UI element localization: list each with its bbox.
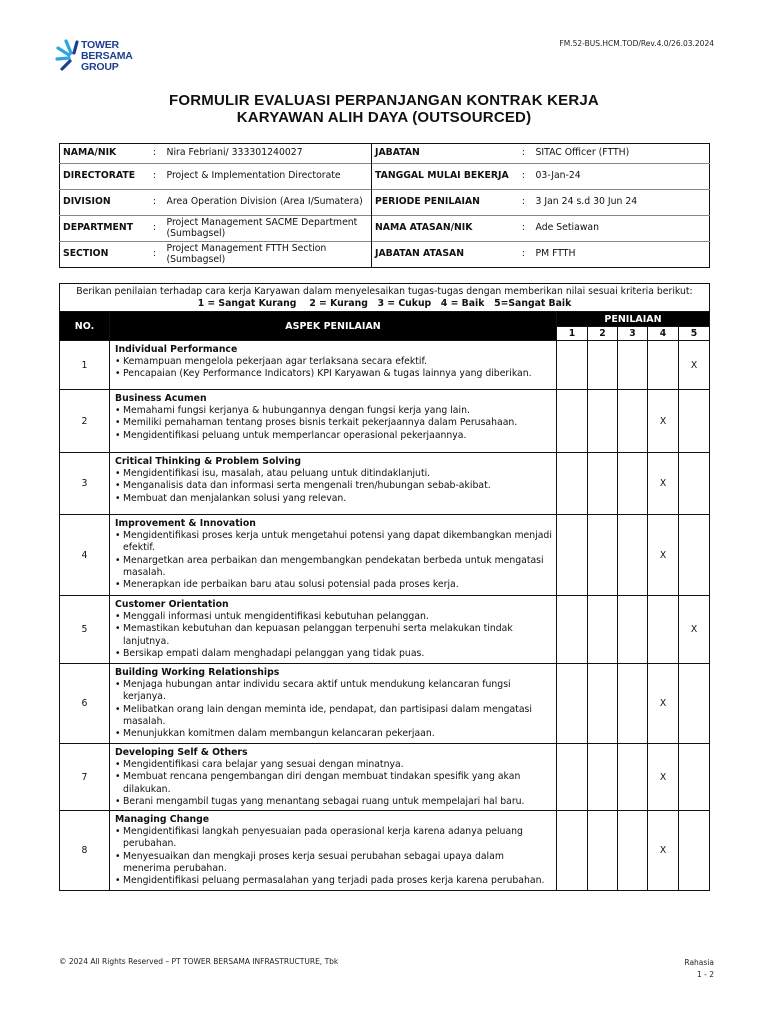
score-cell-2[interactable]: [588, 811, 618, 891]
aspect-title: Building Working Relationships: [115, 667, 280, 678]
aspect-bullets: [115, 405, 552, 442]
aspect-bullet: • Memiliki pemahaman tentang proses bisnis terkait pekerjaannya dalam Perusahaan.: [115, 417, 552, 429]
info-label-left: DIVISION: [60, 190, 146, 216]
info-separator: :: [515, 164, 533, 190]
logo-line-3: GROUP: [81, 61, 119, 73]
form-title-line-2: KARYAWAN ALIH DAYA (OUTSOURCED): [236, 109, 532, 126]
score-cell-4[interactable]: [648, 744, 679, 811]
aspect-title: Critical Thinking & Problem Solving: [115, 456, 302, 467]
aspect-bullet: • Menganalisis data dan informasi serta mengenali tren/hubungan sebab-akibat.: [115, 480, 552, 492]
aspect-bullet: • Memastikan kebutuhan dan kepuasan pelanggan terpenuhi serta melakukan tindak lanjutnya.: [115, 623, 552, 647]
info-label-left: DIRECTORATE: [60, 164, 146, 190]
aspect-bullet: • Mengidentifikasi peluang permasalahan yang terjadi pada proses kerja karena perubahan.: [115, 875, 552, 887]
score-cell-4[interactable]: [648, 515, 679, 596]
info-row: [60, 216, 710, 242]
score-cell-3[interactable]: [618, 515, 648, 596]
aspect-bullet: • Menyesuaikan dan mengkaji proses kerja sesuai perubahan sebagai upaya dalam menerima perubahan.: [115, 851, 552, 875]
aspect-title: Managing Change: [115, 814, 210, 826]
info-label-left: SECTION: [60, 242, 146, 268]
info-row: [60, 164, 710, 190]
info-value-right: 03-Jan-24: [533, 164, 710, 190]
score-cell-5[interactable]: [679, 664, 710, 744]
row-number: 1: [60, 341, 110, 390]
aspect-bullet: • Membuat dan menjalankan solusi yang relevan.: [115, 493, 552, 505]
score-cell-1[interactable]: [557, 596, 588, 664]
info-value-right: Ade Setiawan: [533, 216, 710, 242]
score-cell-4[interactable]: [648, 390, 679, 453]
instruction-text: Berikan penilaian terhadap cara kerja Karyawan dalam menyelesaikan tugas-tugas dengan memberikan nilai sesuai kriteria berikut:: [76, 285, 693, 297]
aspect-cell: [110, 596, 557, 664]
score-cell-1[interactable]: [557, 390, 588, 453]
info-separator: :: [146, 216, 164, 242]
score-cell-4[interactable]: [648, 664, 679, 744]
aspect-bullet: • Memahami fungsi kerjanya & hubungannya dengan fungsi kerja yang lain.: [115, 405, 552, 417]
score-cell-4[interactable]: [648, 453, 679, 515]
evaluation-row: [60, 664, 710, 744]
aspect-bullet: • Mengidentifikasi proses kerja untuk mengetahui potensi yang dapat dikembangkan menjadi efektif.: [115, 530, 552, 554]
form-title-line-1: FORMULIR EVALUASI PERPANJANGAN KONTRAK KERJA: [169, 92, 599, 109]
aspect-cell: [110, 744, 557, 811]
score-mark: X: [690, 624, 698, 635]
aspect-cell: [110, 811, 557, 891]
evaluation-row: [60, 390, 710, 453]
score-column-label: 1: [557, 327, 588, 341]
aspect-cell: [110, 390, 557, 453]
score-mark: X: [659, 549, 667, 561]
evaluation-row: [60, 453, 710, 515]
aspect-bullets: [115, 530, 552, 591]
aspect-cell: [110, 664, 557, 744]
info-row: [60, 190, 710, 216]
info-value-right: PM FTTH: [533, 242, 710, 268]
aspect-cell: [110, 341, 557, 390]
col-header-no: NO.: [60, 312, 110, 341]
criteria-legend: 1 = Sangat Kurang 2 = Kurang 3 = Cukup 4 = Baik 5=Sangat Baik: [197, 297, 572, 309]
evaluation-row: [60, 341, 710, 390]
score-cell-2[interactable]: [588, 390, 618, 453]
score-cell-1[interactable]: [557, 341, 588, 390]
score-cell-2[interactable]: [588, 515, 618, 596]
aspect-bullets: [115, 468, 552, 505]
score-cell-4[interactable]: [648, 596, 679, 664]
score-cell-3[interactable]: [618, 453, 648, 515]
aspect-bullets: [115, 679, 552, 740]
info-value-left: Project Management FTTH Section (Sumbagsel): [164, 242, 372, 268]
evaluation-row: [60, 744, 710, 811]
info-separator: :: [515, 190, 533, 216]
score-cell-2[interactable]: [588, 664, 618, 744]
info-label-right: TANGGAL MULAI BEKERJA: [372, 164, 515, 190]
score-cell-2[interactable]: [588, 453, 618, 515]
footer-right: [684, 957, 714, 981]
info-value-left: Nira Febriani/ 333301240027: [164, 144, 372, 164]
aspect-bullet: • Mengidentifikasi isu, masalah, atau peluang untuk ditindaklanjuti.: [115, 468, 552, 480]
row-number: 7: [60, 744, 110, 811]
info-row: [60, 144, 710, 164]
score-cell-2[interactable]: [588, 596, 618, 664]
score-cell-5[interactable]: [679, 341, 710, 390]
score-mark: X: [659, 478, 667, 489]
aspect-bullet: • Menjaga hubungan antar individu secara aktif untuk mendukung kelancaran fungsi kerjanya.: [115, 679, 552, 703]
aspect-bullet: • Menunjukkan komitmen dalam membangun kelancaran pekerjaan.: [115, 728, 552, 740]
row-number: 4: [60, 515, 110, 596]
score-cell-3[interactable]: [618, 664, 648, 744]
instruction-cell: [60, 284, 710, 312]
aspect-title: Customer Orientation: [115, 599, 229, 610]
aspect-bullet: • Mengidentifikasi peluang untuk memperlancar operasional pekerjaannya.: [115, 430, 552, 442]
score-cell-3[interactable]: [618, 341, 648, 390]
row-number: 8: [60, 811, 110, 891]
aspect-bullet: • Pencapaian (Key Performance Indicators) KPI Karyawan & tugas lainnya yang diberikan.: [115, 368, 552, 380]
aspect-title: Business Acumen: [115, 393, 207, 404]
info-separator: :: [146, 242, 164, 268]
info-value-left: Area Operation Division (Area I/Sumatera): [164, 190, 372, 216]
info-row: [60, 242, 710, 268]
score-cell-5[interactable]: [679, 744, 710, 811]
info-label-right: JABATAN: [375, 147, 420, 159]
score-cell-2[interactable]: [588, 341, 618, 390]
info-label-right: NAMA ATASAN/NIK: [372, 216, 515, 242]
aspect-bullets: [115, 826, 552, 887]
classification-label: Rahasia: [684, 958, 714, 967]
aspect-bullets: [115, 759, 552, 808]
copyright-text: © 2024 All Rights Reserved – PT TOWER BERSAMA INFRASTRUCTURE, Tbk: [59, 957, 339, 966]
evaluation-row: [60, 596, 710, 664]
score-column-label: 4: [648, 327, 679, 341]
score-cell-2[interactable]: [588, 744, 618, 811]
score-cell-3[interactable]: [618, 744, 648, 811]
aspect-cell: [110, 515, 557, 596]
score-cell-3[interactable]: [618, 390, 648, 453]
info-separator: :: [515, 242, 533, 268]
aspect-bullet: • Berani mengambil tugas yang menantang sebagai ruang untuk mempelajari hal baru.: [115, 796, 552, 808]
aspect-bullet: • Menggali informasi untuk mengidentifikasi kebutuhan pelanggan.: [115, 611, 552, 623]
aspect-title: Developing Self & Others: [115, 747, 248, 758]
row-number: 2: [60, 390, 110, 453]
row-number: 3: [60, 453, 110, 515]
score-mark: X: [690, 359, 698, 371]
row-number: 6: [60, 664, 110, 744]
aspect-bullet: • Bersikap empati dalam menghadapi pelanggan yang tidak puas.: [115, 648, 552, 660]
score-cell-1[interactable]: [557, 453, 588, 515]
info-separator: :: [515, 216, 533, 242]
aspect-bullet: • Menerapkan ide perbaikan baru atau solusi potensial pada proses kerja.: [115, 579, 552, 591]
score-cell-5[interactable]: [679, 515, 710, 596]
col-header-aspect: ASPEK PENILAIAN: [110, 312, 557, 341]
col-header-score: PENILAIAN: [557, 312, 710, 327]
score-cell-5[interactable]: [679, 390, 710, 453]
info-value-left: Project & Implementation Directorate: [164, 164, 372, 190]
score-mark: X: [659, 415, 667, 427]
score-cell-1[interactable]: [557, 664, 588, 744]
info-separator: :: [146, 190, 164, 216]
aspect-cell: [110, 453, 557, 515]
score-cell-3[interactable]: [618, 811, 648, 891]
company-logo: [55, 37, 185, 82]
logo-line-1: TOWER: [81, 39, 119, 51]
score-mark: X: [659, 771, 667, 783]
info-value-right: SITAC Officer (FTTH): [535, 147, 630, 159]
score-cell-1[interactable]: [557, 515, 588, 596]
score-cell-3[interactable]: [618, 596, 648, 664]
info-label-left: NAMA/NIK: [63, 147, 117, 159]
info-label-right: JABATAN ATASAN: [372, 242, 515, 268]
logo-line-2: BERSAMA: [81, 50, 133, 62]
info-label-left: DEPARTMENT: [60, 216, 146, 242]
aspect-bullet: • Mengidentifikasi langkah penyesuaian pada operasional kerja karena adanya peluang perubahan.: [115, 826, 552, 850]
score-cell-5[interactable]: [679, 596, 710, 664]
score-column-label: 3: [618, 327, 648, 341]
aspect-bullets: [115, 356, 552, 380]
info-separator: :: [152, 147, 157, 159]
aspect-bullet: • Melibatkan orang lain dengan meminta ide, pendapat, dan partisipasi dalam mengatasi masalah.: [115, 704, 552, 728]
aspect-title: Individual Performance: [115, 344, 238, 355]
info-separator: :: [521, 147, 526, 159]
score-cell-5[interactable]: [679, 453, 710, 515]
score-column-label: 2: [588, 327, 618, 341]
score-mark: X: [659, 845, 667, 857]
score-cell-1[interactable]: [557, 744, 588, 811]
score-cell-1[interactable]: [557, 811, 588, 891]
evaluation-row: [60, 811, 710, 891]
score-cell-5[interactable]: [679, 811, 710, 891]
info-value-right: 3 Jan 24 s.d 30 Jun 24: [533, 190, 710, 216]
score-column-label: 5: [679, 327, 710, 341]
aspect-title: Improvement & Innovation: [115, 518, 256, 529]
row-number: 5: [60, 596, 110, 664]
score-cell-4[interactable]: [648, 811, 679, 891]
info-separator: :: [146, 164, 164, 190]
score-cell-4[interactable]: [648, 341, 679, 390]
form-code: FM.52-BUS.HCM.TOD/Rev.4.0/26.03.2024: [559, 39, 714, 48]
info-label-right: PERIODE PENILAIAN: [372, 190, 515, 216]
evaluation-row: [60, 515, 710, 596]
page-number: 1 - 2: [696, 970, 714, 979]
evaluation-table: [59, 283, 710, 891]
tower-burst-icon: [55, 37, 81, 71]
info-value-left: Project Management SACME Department (Sumbagsel): [164, 216, 372, 242]
aspect-bullet: • Membuat rencana pengembangan diri dengan membuat tindakan spesifik yang akan dilakukan.: [115, 771, 552, 795]
aspect-bullet: • Kemampuan mengelola pekerjaan agar terlaksana secara efektif.: [115, 356, 552, 368]
aspect-bullets: [115, 611, 552, 660]
employee-info-table: [59, 143, 710, 268]
aspect-bullet: • Menargetkan area perbaikan dan mengembangkan pendekatan berbeda untuk mengatasi masalah.: [115, 555, 552, 579]
aspect-bullet: • Mengidentifikasi cara belajar yang sesuai dengan minatnya.: [115, 759, 552, 771]
score-mark: X: [659, 698, 667, 709]
